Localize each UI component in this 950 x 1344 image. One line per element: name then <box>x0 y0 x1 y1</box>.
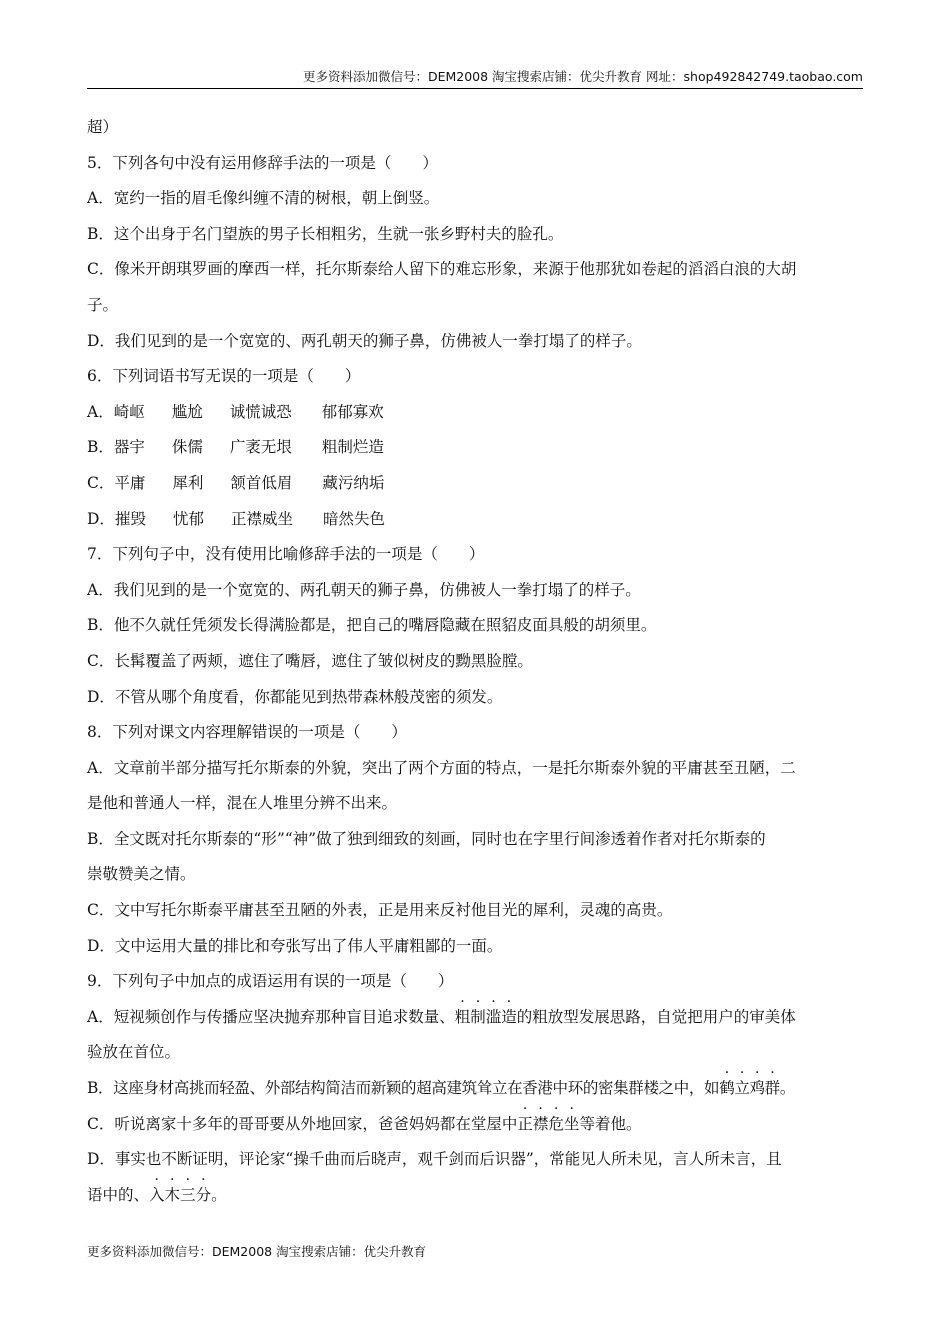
dotted-char: 鹤 <box>719 1079 735 1098</box>
text-line: 超） <box>87 118 119 136</box>
dotted-char: 坐 <box>563 1114 580 1133</box>
text-segment: A．短视频创作与传播应坚决抛弃那种盲目追求数量、 <box>87 1007 455 1026</box>
option-line: A．文章前半部分描写托尔斯泰的外貌，突出了两个方面的特点，一是托尔斯泰外貌的平庸甚至丑陋，二 <box>87 758 796 777</box>
option-label: B． <box>87 438 114 457</box>
document-body <box>87 110 865 1213</box>
dotted-char: 分 <box>195 1185 212 1204</box>
dotted-char: 入 <box>149 1185 165 1204</box>
option-line: A．宽约一指的眉毛像纠缠不清的树根，朝上倒竖。 <box>87 189 440 208</box>
dotted-char: 鸡 <box>749 1079 765 1098</box>
option-line: 验放在首位。 <box>87 1043 181 1062</box>
word: 器宇 <box>113 438 145 457</box>
option-line: A．我们见到的是一个宽宽的、两孔朝天的狮子鼻，仿佛被人一拳打塌了的样子。 <box>87 580 641 599</box>
text-segment: 语中的、 <box>87 1185 150 1204</box>
option-label: C． <box>87 473 115 492</box>
dotted-char: 三 <box>180 1185 196 1204</box>
question-5: 5．下列各句中没有运用修辞手法的一项是（ ） <box>87 153 438 172</box>
word: 粗制烂造 <box>321 438 384 457</box>
option-line: 崇敬赞美之情。 <box>87 865 196 884</box>
option-line: D．文中运用大量的排比和夸张写出了伟人平庸粗鄙的一面。 <box>87 936 503 955</box>
dotted-char: 立 <box>734 1079 750 1098</box>
dotted-idiom <box>149 1186 211 1204</box>
dotted-char: 粗 <box>454 1007 471 1026</box>
option-line: C．长髯覆盖了两颊，遮住了嘴唇，遮住了皱似树皮的黝黑脸膛。 <box>87 651 533 670</box>
question-6: 6．下列词语书写无误的一项是（ ） <box>87 367 361 386</box>
option-line: D．不管从哪个角度看，你都能见到热带森林般茂密的须发。 <box>87 687 503 706</box>
option-line <box>87 1000 865 1036</box>
word: 犀利 <box>172 473 204 492</box>
question-7: 7．下列句子中，没有使用比喻修辞手法的一项是（ ） <box>87 545 485 564</box>
option-line <box>87 395 865 431</box>
text-segment: C．听说离家十多年的哥哥要从外地回家，爸爸妈妈都在堂屋中 <box>87 1114 518 1133</box>
text-segment: 等着他。 <box>579 1114 642 1133</box>
dotted-char: 襟 <box>532 1114 549 1133</box>
option-line <box>87 430 865 466</box>
text-segment: 。 <box>211 1185 227 1204</box>
word: 藏污纳垢 <box>322 473 385 492</box>
option-line: D．我们见到的是一个宽宽的、两孔朝天的狮子鼻，仿佛被人一拳打塌了的样子。 <box>87 331 642 350</box>
option-line: D．事实也不断证明，评论家“操千曲而后晓声，观千剑而后识器”，常能见人所未见，言人所未言，且 <box>87 1150 782 1169</box>
dotted-idiom <box>719 1079 780 1097</box>
page-header: 更多资料添加微信号：DEM2008 淘宝搜索店铺：优尖升教育 网址：shop492842749.taobao.com <box>87 66 863 89</box>
dotted-char: 群 <box>764 1079 780 1098</box>
word: 颔首低眉 <box>230 473 293 492</box>
option-line <box>87 1178 865 1214</box>
option-line: B．全文既对托尔斯泰的“形”“神”做了独到细致的刻画，同时也在字里行间渗透着作者对托尔斯泰的 <box>87 829 766 848</box>
word: 暗然失色 <box>322 509 385 528</box>
dotted-char: 造 <box>501 1007 517 1026</box>
option-line <box>87 1107 865 1143</box>
text-segment: 的粗放型发展思路，自觉把用户的审美体 <box>516 1007 796 1026</box>
option-line <box>87 1071 865 1107</box>
option-line <box>87 466 865 502</box>
dotted-idiom <box>517 1115 579 1133</box>
dotted-char: 危 <box>548 1114 564 1133</box>
word: 摧毁 <box>114 509 146 528</box>
option-label: A． <box>87 402 114 421</box>
word: 广袤无垠 <box>229 438 292 457</box>
option-line: C．像米开朗琪罗画的摩西一样，托尔斯泰给人留下的难忘形象，来源于他那犹如卷起的滔滔白浪的大胡 <box>87 260 797 279</box>
word: 诚慌诚恐 <box>229 402 292 421</box>
word: 尴尬 <box>171 402 203 421</box>
word: 崎岖 <box>113 402 145 421</box>
question-8: 8．下列对课文内容理解错误的一项是（ ） <box>87 723 407 742</box>
dotted-idiom <box>455 1008 517 1026</box>
dotted-char: 木 <box>164 1185 181 1204</box>
option-line: 子。 <box>87 295 119 314</box>
option-line: B．他不久就任凭须发长得满脸都是，把自己的嘴唇隐藏在照貂皮面具般的胡须里。 <box>87 616 657 635</box>
word: 忧郁 <box>172 509 204 528</box>
dotted-char: 正 <box>517 1114 533 1133</box>
text-segment: 。 <box>779 1079 795 1098</box>
page-footer: 更多资料添加微信号：DEM2008 淘宝搜索店铺：优尖升教育 <box>87 1244 427 1259</box>
option-line: B．这个出身于名门望族的男子长相粗劣，生就一张乡野村夫的脸孔。 <box>87 224 564 243</box>
word: 侏儒 <box>171 438 203 457</box>
dotted-char: 滥 <box>485 1007 502 1026</box>
word: 郁郁寡欢 <box>321 402 384 421</box>
dotted-char: 制 <box>470 1007 486 1026</box>
option-label: D． <box>87 509 115 528</box>
word: 正襟威坐 <box>230 509 293 528</box>
option-line: 是他和普通人一样，混在人堆里分辨不出来。 <box>87 794 398 813</box>
word: 平庸 <box>114 473 146 492</box>
option-line <box>87 502 865 538</box>
option-line: C．文中写托尔斯泰平庸甚至丑陋的外表，正是用来反衬他目光的犀利，灵魂的高贵。 <box>87 901 673 920</box>
text-segment: B．这座身材高挑而轻盈、外部结构简洁而新颖的超高建筑耸立在香港中环的密集群楼之中，如 <box>87 1079 720 1098</box>
question-9: 9．下列句子中加点的成语运用有误的一项是（ ） <box>87 972 454 991</box>
